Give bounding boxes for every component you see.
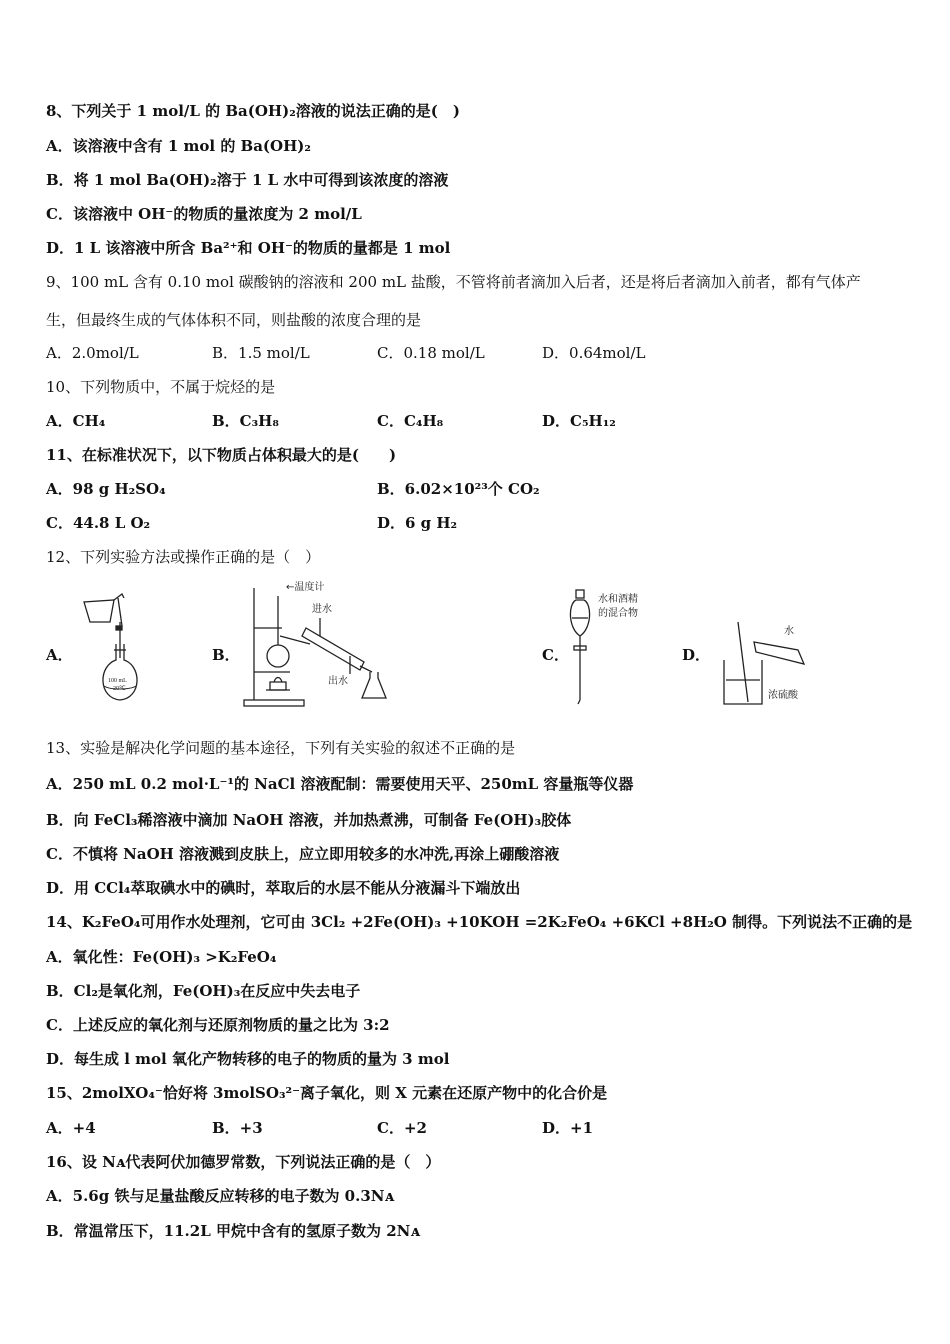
- q8-option-a: A．该溶液中含有 1 mol 的 Ba(OH)₂: [46, 137, 311, 155]
- q10-option-b: B．C₃H₈: [212, 412, 279, 430]
- q15-option-b: B．+3: [212, 1119, 263, 1137]
- q16-option-b: B．常温常压下，11.2L 甲烷中含有的氢原子数为 2Nᴀ: [46, 1222, 420, 1240]
- q13-option-a: A．250 mL 0.2 mol·L⁻¹的 NaCl 溶液配制：需要使用天平、250mL 容量瓶等仪器: [46, 775, 634, 793]
- figure-distillation-apparatus: [240, 578, 400, 710]
- figure-separatory-funnel: [566, 588, 666, 708]
- q9-stem-line2: 生，但最终生成的气体体积不同，则盐酸的浓度合理的是: [46, 311, 422, 329]
- fig-c-label-line1: 水和酒精: [598, 594, 638, 605]
- q14-option-d: D．每生成 l mol 氧化产物转移的电子的物质的量为 3 mol: [46, 1050, 450, 1068]
- fig-b-label-water-in: 进水: [312, 604, 332, 615]
- q12-option-a: A．: [46, 646, 73, 664]
- q16-option-a: A．5.6g 铁与足量盐酸反应转移的电子数为 0.3Nᴀ: [46, 1187, 395, 1205]
- fig-a-label-volume: 100 mL: [108, 678, 127, 684]
- q15-option-a: A．+4: [46, 1119, 96, 1137]
- q10-option-d: D．C₅H₁₂: [542, 412, 616, 430]
- q14-stem: 14、K₂FeO₄可用作水处理剂，它可由 3Cl₂ +2Fe(OH)₃ +10KOH =2K₂FeO₄ +6KCl +8H₂O 制得。下列说法不正确的是: [46, 913, 913, 931]
- q12-stem: 12、下列实验方法或操作正确的是（ ）: [46, 548, 321, 566]
- q13-option-c: C．不慎将 NaOH 溶液溅到皮肤上，应立即用较多的水冲洗,再涂上硼酸溶液: [46, 845, 560, 863]
- q13-option-d: D．用 CCl₄萃取碘水中的碘时，萃取后的水层不能从分液漏斗下端放出: [46, 879, 521, 897]
- q8-option-d: D．1 L 该溶液中所含 Ba²⁺和 OH⁻的物质的量都是 1 mol: [46, 239, 451, 257]
- q8-stem: 8、下列关于 1 mol/L 的 Ba(OH)₂溶液的说法正确的是( ): [46, 102, 460, 120]
- q15-option-d: D．+1: [542, 1119, 594, 1137]
- q9-option-c: C．0.18 mol/L: [377, 344, 485, 362]
- q9-stem-line1: 9、100 mL 含有 0.10 mol 碳酸钠的溶液和 200 mL 盐酸，不管将前者滴加入后者，还是将后者滴加入前者，都有气体产: [46, 273, 861, 291]
- q16-stem: 16、设 Nᴀ代表阿伏加德罗常数，下列说法正确的是（ ）: [46, 1153, 441, 1171]
- q8-option-b: B．将 1 mol Ba(OH)₂溶于 1 L 水中可得到该浓度的溶液: [46, 171, 449, 189]
- q12-option-b: B．: [212, 646, 240, 664]
- fig-b-label-thermometer: ←温度计: [286, 582, 325, 593]
- figure-dilution-beaker: [716, 620, 816, 710]
- q14-option-c: C．上述反应的氧化剂与还原剂物质的量之比为 3:2: [46, 1016, 390, 1034]
- q11-option-a: A．98 g H₂SO₄: [46, 480, 166, 498]
- q13-stem: 13、实验是解决化学问题的基本途径，下列有关实验的叙述不正确的是: [46, 739, 516, 757]
- q10-stem: 10、下列物质中，不属于烷烃的是: [46, 378, 276, 396]
- q15-stem: 15、2molXO₄⁻恰好将 3molSO₃²⁻离子氧化，则 X 元素在还原产物中的化合价是: [46, 1084, 608, 1102]
- figure-volumetric-flask: [76, 586, 146, 708]
- q11-option-b: B．6.02×10²³个 CO₂: [377, 480, 540, 498]
- fig-d-label-acid: 浓硫酸: [768, 690, 798, 701]
- q14-option-b: B．Cl₂是氧化剂，Fe(OH)₃在反应中失去电子: [46, 982, 361, 1000]
- fig-a-label-temp: 20℃: [113, 686, 126, 692]
- q9-option-a: A．2.0mol/L: [46, 344, 139, 362]
- q12-option-c: C．: [542, 646, 569, 664]
- q9-option-b: B．1.5 mol/L: [212, 344, 310, 362]
- q11-stem: 11、在标准状况下，以下物质占体积最大的是( ): [46, 446, 397, 464]
- fig-b-label-water-out: 出水: [328, 676, 348, 687]
- q11-option-d: D．6 g H₂: [377, 514, 458, 532]
- q14-option-a: A．氧化性：Fe(OH)₃ >K₂FeO₄: [46, 948, 277, 966]
- q10-option-a: A．CH₄: [46, 412, 106, 430]
- q10-option-c: C．C₄H₈: [377, 412, 444, 430]
- q12-option-d: D．: [682, 646, 711, 664]
- q8-option-c: C．该溶液中 OH⁻的物质的量浓度为 2 mol/L: [46, 205, 362, 223]
- q9-option-d: D．0.64mol/L: [542, 344, 646, 362]
- fig-c-label-line2: 的混合物: [598, 608, 638, 619]
- fig-d-label-water: 水: [784, 626, 794, 637]
- q11-option-c: C．44.8 L O₂: [46, 514, 151, 532]
- q15-option-c: C．+2: [377, 1119, 427, 1137]
- q13-option-b: B．向 FeCl₃稀溶液中滴加 NaOH 溶液，并加热煮沸，可制备 Fe(OH)₃胶体: [46, 811, 572, 829]
